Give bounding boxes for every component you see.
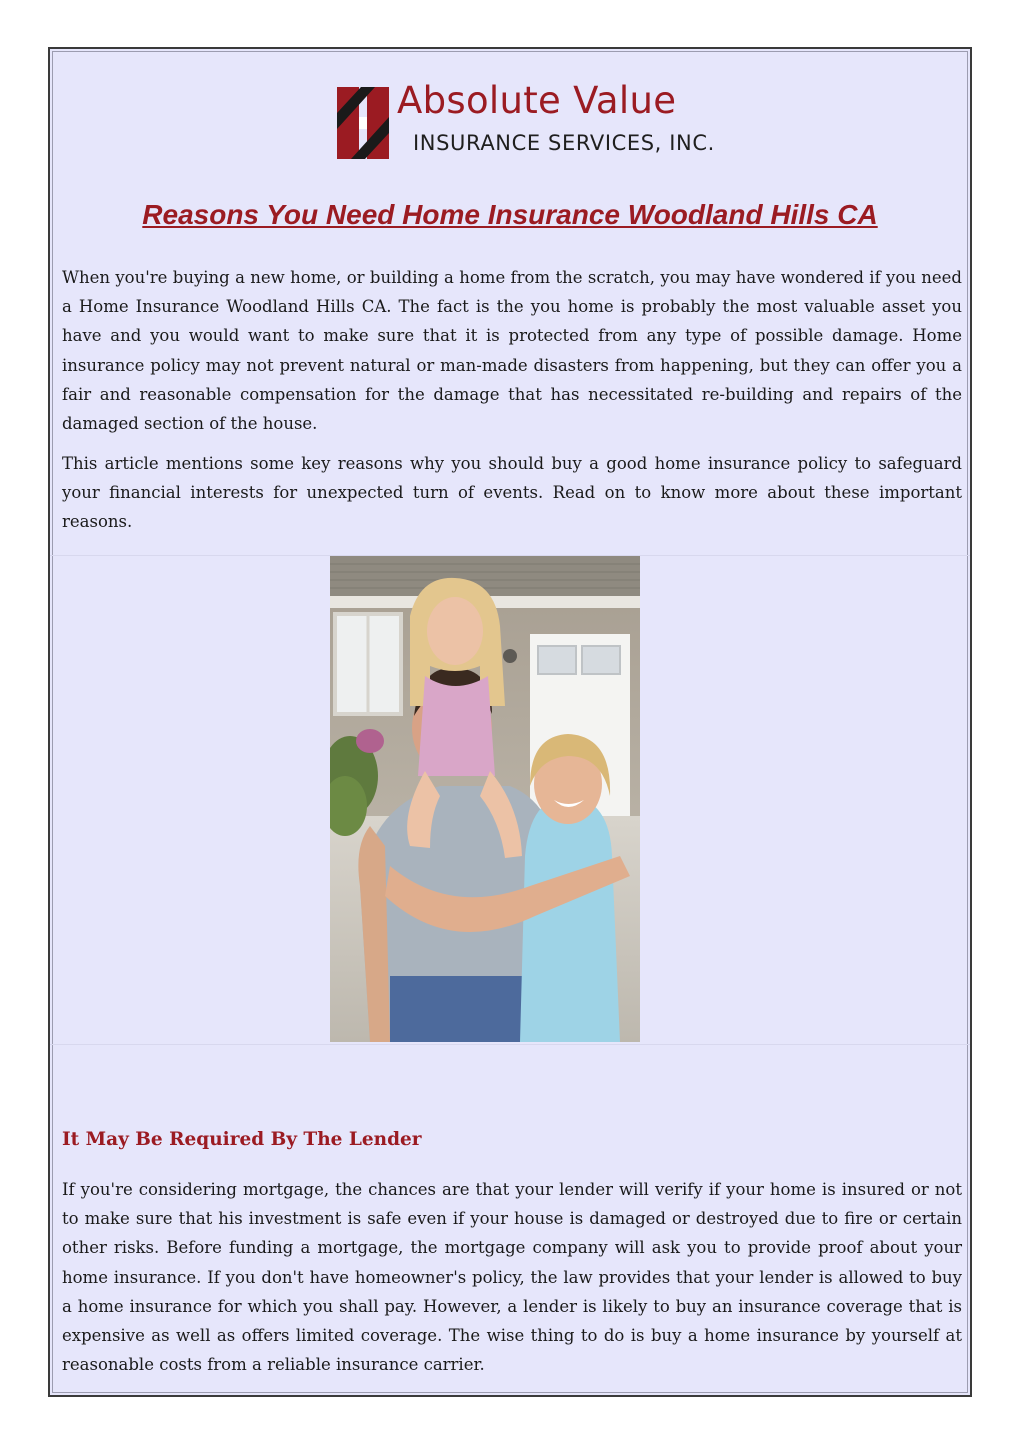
family-photo bbox=[330, 556, 640, 1042]
logo-mark-icon bbox=[337, 87, 389, 159]
section-paragraph-lender: If you're considering mortgage, the chances are that your lender will verify if your home is insured or not to make sure that his investment is safe even if your house is damaged or destroyed due to fire or certain other risks. Before funding a mortgage, the mortgage company will ask you to provide proof about your home insurance. If you don't have homeowner's policy, the law provides that your lender is allowed to buy a home insurance for which you shall pay. However, a lender is likely to buy an insurance coverage that is expensive as well as offers limited coverage. The wise thing to do is buy a home insurance by yourself at reasonable costs from a reliable insurance carrier. bbox=[62, 1180, 962, 1375]
photo-strip bbox=[50, 555, 970, 1045]
document-page bbox=[48, 47, 972, 1397]
intro-paragraph-2: This article mentions some key reasons why you should buy a good home insurance policy to safeguard your financial interests for unexpected turn of events. Read on to know more about these important reasons. bbox=[62, 454, 962, 532]
section-heading-lender: It May Be Required By The Lender bbox=[62, 1129, 422, 1150]
logo-name-line2: INSURANCE SERVICES, INC. bbox=[413, 131, 715, 155]
company-logo bbox=[337, 79, 717, 163]
intro-paragraph-1: When you're buying a new home, or building a home from the scratch, you may have wondered if you need a Home Insurance Woodland Hills CA. The fact is the you home is probably the most valuable asset you have and you would want to make sure that it is protected from any type of possible damage. Home insurance policy may not prevent natural or man-made disasters from happening, but they can offer you a fair and reasonable compensation for the damage that has necessitated re-building and repairs of the damaged section of the house. bbox=[62, 268, 962, 434]
logo-name-line1: Absolute Value bbox=[397, 79, 677, 122]
article-title: Reasons You Need Home Insurance Woodland Hills CA bbox=[142, 199, 878, 230]
